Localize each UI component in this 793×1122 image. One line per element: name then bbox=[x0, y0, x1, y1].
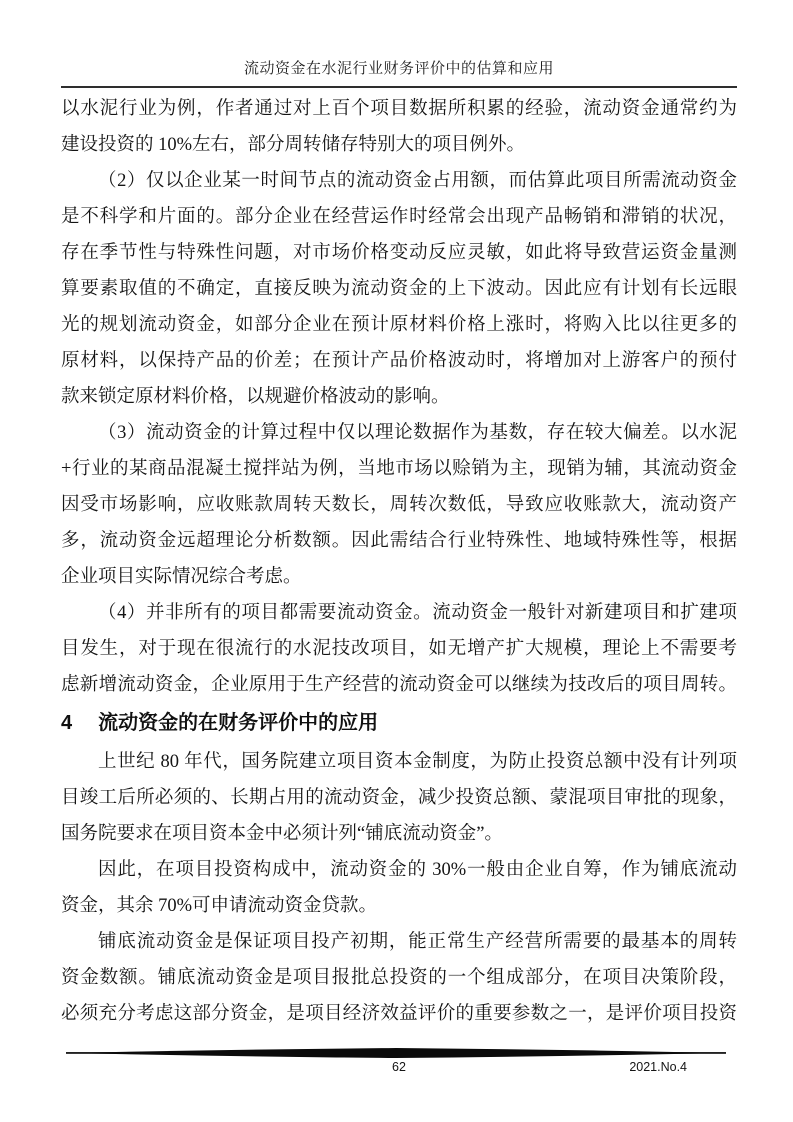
paragraph bbox=[61, 91, 737, 163]
text-line: （4）并非所有的项目都需要流动资金。流动资金一般针对新建项目和扩建项 bbox=[98, 603, 737, 623]
section-number: 4 bbox=[61, 712, 73, 734]
paragraph bbox=[61, 595, 737, 703]
text-line: +行业的某商品混凝土搅拌站为例，当地市场以赊销为主，现销为辅，其流动资金 bbox=[61, 459, 737, 479]
text-line: 原材料，以保持产品的价差；在预计产品价格波动时，将增加对上游客户的预付 bbox=[61, 351, 737, 371]
text-line: 企业项目实际情况综合考虑。 bbox=[61, 567, 302, 587]
text-line: 虑新增流动资金，企业原用于生产经营的流动资金可以继续为技改后的项目周转。 bbox=[61, 675, 737, 695]
paragraph bbox=[61, 415, 737, 595]
text-line: 资金，其余 70%可申请流动资金贷款。 bbox=[61, 896, 378, 916]
text-line: （2）仅以企业某一时间节点的流动资金占用额，而估算此项目所需流动资金 bbox=[98, 171, 737, 191]
article-body bbox=[61, 91, 737, 1032]
footer bbox=[61, 1060, 737, 1078]
text-line: 国务院要求在项目资本金中必须计列“铺底流动资金”。 bbox=[61, 824, 503, 844]
text-line: 多，流动资金远超理论分析数额。因此需结合行业特殊性、地域特殊性等，根据 bbox=[61, 531, 737, 551]
section-title: 流动资金的在财务评价中的应用 bbox=[98, 712, 379, 734]
text-line: 款来锁定原材料价格，以规避价格波动的影响。 bbox=[61, 387, 450, 407]
text-line: 上世纪 80 年代，国务院建立项目资本金制度，为防止投资总额中没有计列项 bbox=[98, 752, 737, 772]
text-line: （3）流动资金的计算过程中仅以理论数据作为基数，存在较大偏差。以水泥 bbox=[98, 423, 737, 443]
text-line: 目发生，对于现在很流行的水泥技改项目，如无增产扩大规模，理论上不需要考 bbox=[61, 639, 737, 659]
text-line: 因受市场影响，应收账款周转天数长，周转次数低，导致应收账款大，流动资产 bbox=[61, 495, 737, 515]
section-heading bbox=[61, 703, 737, 744]
text-line: 存在季节性与特殊性问题，对市场价格变动反应灵敏，如此将导致营运资金量测 bbox=[61, 243, 737, 263]
text-line: 算要素取值的不确定，直接反映为流动资金的上下波动。因此应有计划有长远眼 bbox=[61, 279, 737, 299]
text-line: 是不科学和片面的。部分企业在经营运作时经常会出现产品畅销和滞销的状况， bbox=[61, 207, 737, 227]
footer-bar bbox=[66, 1047, 726, 1059]
text-line: 因此，在项目投资构成中，流动资金的 30%一般由企业自筹，作为铺底流动 bbox=[98, 860, 737, 880]
paragraph bbox=[61, 924, 737, 1032]
header-rule bbox=[61, 86, 737, 88]
text-line: 以水泥行业为例，作者通过对上百个项目数据所积累的经验，流动资金通常约为 bbox=[61, 99, 737, 119]
text-line: 建设投资的 10%左右，部分周转储存特别大的项目例外。 bbox=[61, 135, 526, 155]
issue-label: 2021.No.4 bbox=[629, 1060, 687, 1074]
text-line: 光的规划流动资金，如部分企业在预计原材料价格上涨时，将购入比以往更多的 bbox=[61, 315, 737, 335]
paragraph bbox=[61, 163, 737, 415]
running-header-title: 流动资金在水泥行业财务评价中的估算和应用 bbox=[243, 61, 554, 77]
text-line: 必须充分考虑这部分资金，是项目经济效益评价的重要参数之一，是评价项目投资 bbox=[61, 1004, 737, 1024]
text-line: 铺底流动资金是保证项目投产初期，能正常生产经营所需要的最基本的周转 bbox=[98, 932, 737, 952]
paragraph bbox=[61, 852, 737, 924]
page-number: 62 bbox=[392, 1060, 406, 1074]
text-line: 资金数额。铺底流动资金是项目报批总投资的一个组成部分，在项目决策阶段， bbox=[61, 968, 737, 988]
text-line: 目竣工后所必须的、长期占用的流动资金，减少投资总额、蒙混项目审批的现象， bbox=[61, 788, 737, 808]
paragraph bbox=[61, 744, 737, 852]
